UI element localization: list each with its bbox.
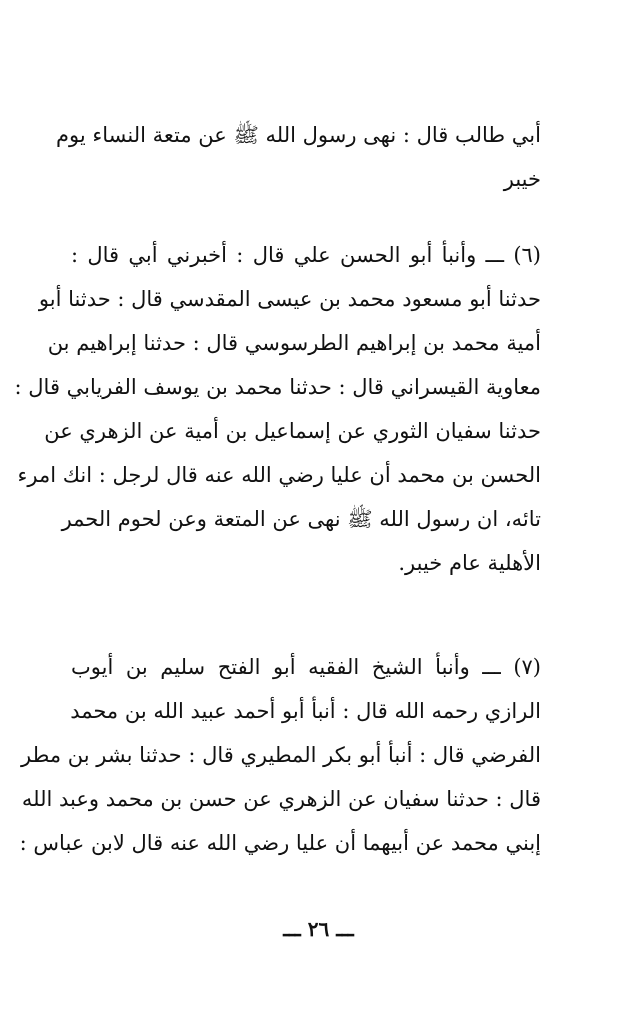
paragraph-3-line-2: الرازي رحمه الله قال : أنبأ أبو أحمد عبيد الله بن محمد (70, 699, 541, 723)
paragraph-2-line-8: الأهلية عام خيبر. (398, 551, 541, 575)
paragraph-2-line-1: (٦) ـــ وأنبأ أبو الحسن علي قال : أخبرني أبي قال : (71, 243, 541, 267)
paragraph-1-line-1: أبي طالب قال : نهى رسول الله ﷺ عن متعة النساء يوم (56, 123, 541, 147)
paragraph-2-line-2: حدثنا أبو مسعود محمد بن عيسى المقدسي قال : حدثنا أبو (38, 287, 541, 311)
paragraph-2-line-3: أمية محمد بن إبراهيم الطرسوسي قال : حدثنا إبراهيم بن (47, 331, 541, 355)
page-number: ـــ ٢٦ ـــ (283, 917, 354, 941)
paragraph-1-line-2: خيبر (503, 167, 541, 191)
paragraph-2-line-7: تائه، ان رسول الله ﷺ نهى عن المتعة وعن لحوم الحمر (61, 507, 541, 531)
paragraph-2-line-6: الحسن بن محمد أن عليا رضي الله عنه قال لرجل : انك امرء (17, 463, 541, 487)
paragraph-2-line-5: حدثنا سفيان الثوري عن إسماعيل بن أمية عن الزهري عن (44, 419, 541, 443)
paragraph-3-line-1: (٧) ـــ وأنبأ الشيخ الفقيه أبو الفتح سليم بن أيوب (71, 655, 541, 679)
paragraph-3-line-5: إبني محمد عن أبيهما أن عليا رضي الله عنه قال لابن عباس : (19, 831, 541, 855)
paragraph-3-line-3: الفرضي قال : أنبأ أبو بكر المطيري قال : حدثنا بشر بن مطر (21, 743, 541, 767)
paragraph-2-line-4: معاوية القيسراني قال : حدثنا محمد بن يوسف الفريابي قال : (14, 375, 541, 399)
paragraph-3-line-4: قال : حدثنا سفيان عن الزهري عن حسن بن محمد وعبد الله (21, 787, 541, 811)
